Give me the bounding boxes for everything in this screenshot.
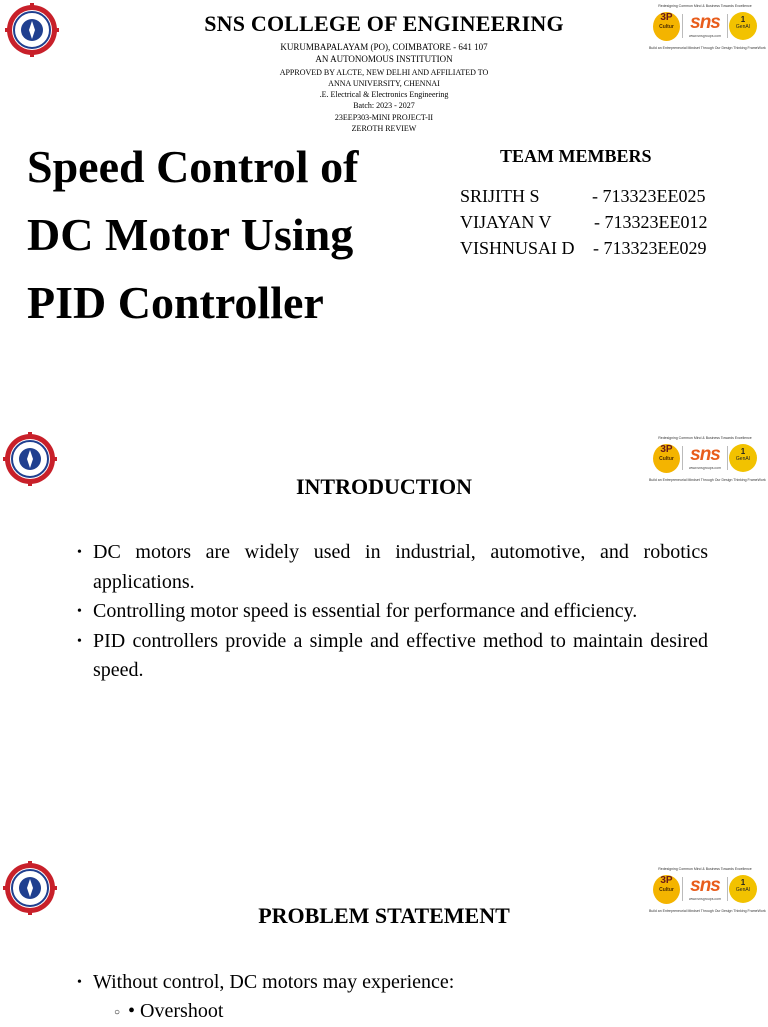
member-roll-number: - 713323EE025 — [592, 186, 706, 206]
genai-number: 1 — [740, 447, 746, 456]
bullet-item — [76, 597, 708, 627]
bullet-text: DC motors are widely used in industrial, automotive, and robotics applications. — [93, 541, 708, 593]
bullet-text: Controlling motor speed is essential for performance and efficiency. — [93, 600, 638, 622]
bullet-glyph: • — [77, 633, 82, 649]
bullet-text: PID controllers provide a simple and effective method to maintain desired speed. — [93, 629, 708, 681]
bullet-glyph: • — [77, 975, 82, 990]
batch-line: Batch: 2023 - 2027 — [353, 101, 415, 110]
sub-bullet-text: • Overshoot — [128, 1000, 224, 1022]
sns-website: www.snsgroups.com — [688, 466, 722, 470]
college-seal-logo — [5, 3, 59, 57]
brand-divider — [727, 14, 728, 38]
university-line: ANNA UNIVERSITY, CHENNAI — [328, 79, 440, 88]
team-member — [460, 184, 706, 208]
sns-website: www.snsgroups.com — [688, 34, 722, 38]
team-member — [460, 236, 707, 260]
brand-tagline-bottom: Build an Entrepreneurial Mindset Through Our Design Thinking FrameWork — [649, 478, 766, 482]
approval-line: APPROVED BY ALCTE, NEW DELHI AND AFFILIATED TO — [279, 68, 489, 77]
member-name: SRIJITH S — [460, 186, 540, 206]
badge-3p-text: 3P — [660, 12, 673, 23]
title-line: PID Controller — [27, 277, 324, 328]
genai-label: GenAI — [735, 887, 751, 893]
genai-number: 1 — [740, 15, 746, 24]
badge-3p-sub: Cultur — [659, 24, 674, 30]
genai-badge — [729, 12, 757, 40]
3p-culture-badge — [653, 444, 680, 473]
introduction-bullets — [76, 538, 708, 686]
member-roll-number: - 713323EE029 — [593, 238, 707, 258]
genai-badge — [729, 444, 757, 472]
3p-culture-badge — [653, 12, 680, 41]
sns-wordmark: sns — [690, 444, 720, 465]
introduction-heading: INTRODUCTION — [295, 474, 473, 499]
project-title — [27, 133, 407, 337]
badge-3p-sub: Cultur — [659, 456, 674, 462]
genai-label: GenAI — [735, 24, 751, 30]
bullet-item — [76, 968, 708, 998]
member-roll-number: - 713323EE012 — [594, 212, 708, 232]
brand-tagline-bottom: Build an Entrepreneurial Mindset Through Our Design Thinking FrameWork — [649, 909, 766, 913]
3p-culture-badge — [653, 875, 680, 904]
sns-wordmark: sns — [690, 12, 720, 33]
brand-tagline-top: Redesigning Common Mind & Business Towards Excellence — [658, 436, 752, 440]
sns-wordmark: sns — [690, 875, 720, 896]
title-line: DC Motor Using — [27, 209, 354, 260]
badge-3p-text: 3P — [660, 444, 673, 455]
institution-type-line: AN AUTONOMOUS INSTITUTION — [315, 54, 453, 64]
badge-3p-sub: Cultur — [659, 887, 674, 893]
course-line: 23EEP303-MINI PROJECT-II — [334, 113, 434, 122]
brand-divider — [727, 446, 728, 470]
bullet-glyph: • — [77, 545, 82, 560]
genai-badge — [729, 875, 757, 903]
sns-website: www.snsgroups.com — [688, 897, 722, 901]
address-line: KURUMBAPALAYAM (PO), COIMBATORE - 641 107 — [280, 42, 488, 52]
department-line: .E. Electrical & Electronics Engineering — [319, 90, 449, 99]
problem-statement-heading: PROBLEM STATEMENT — [258, 903, 510, 928]
team-member — [460, 210, 708, 234]
review-line: ZEROTH REVIEW — [351, 124, 417, 133]
problem-bullets — [76, 968, 708, 998]
member-name: VIJAYAN V — [460, 212, 552, 232]
sub-bullet-item — [114, 997, 223, 1027]
bullet-text: Without control, DC motors may experience: — [93, 971, 455, 993]
bullet-item — [76, 627, 708, 686]
brand-divider — [727, 877, 728, 901]
genai-label: GenAI — [735, 456, 751, 462]
brand-tagline-top: Redesigning Common Mind & Business Towards Excellence — [658, 4, 752, 8]
bullet-item — [76, 538, 708, 597]
bullet-glyph: • — [77, 604, 82, 619]
team-members-heading: TEAM MEMBERS — [500, 146, 652, 166]
sub-bullet-glyph: ○ — [114, 1006, 121, 1018]
sns-brand-logo — [649, 4, 766, 50]
brand-tagline-top: Redesigning Common Mind & Business Towards Excellence — [658, 867, 752, 871]
title-line: Speed Control of — [27, 141, 359, 192]
genai-number: 1 — [740, 878, 746, 887]
college-name: SNS COLLEGE OF ENGINEERING — [204, 11, 564, 36]
member-name: VISHNUSAI D — [460, 238, 575, 258]
brand-tagline-bottom: Build an Entrepreneurial Mindset Through Our Design Thinking FrameWork — [649, 46, 766, 50]
badge-3p-text: 3P — [660, 875, 673, 886]
